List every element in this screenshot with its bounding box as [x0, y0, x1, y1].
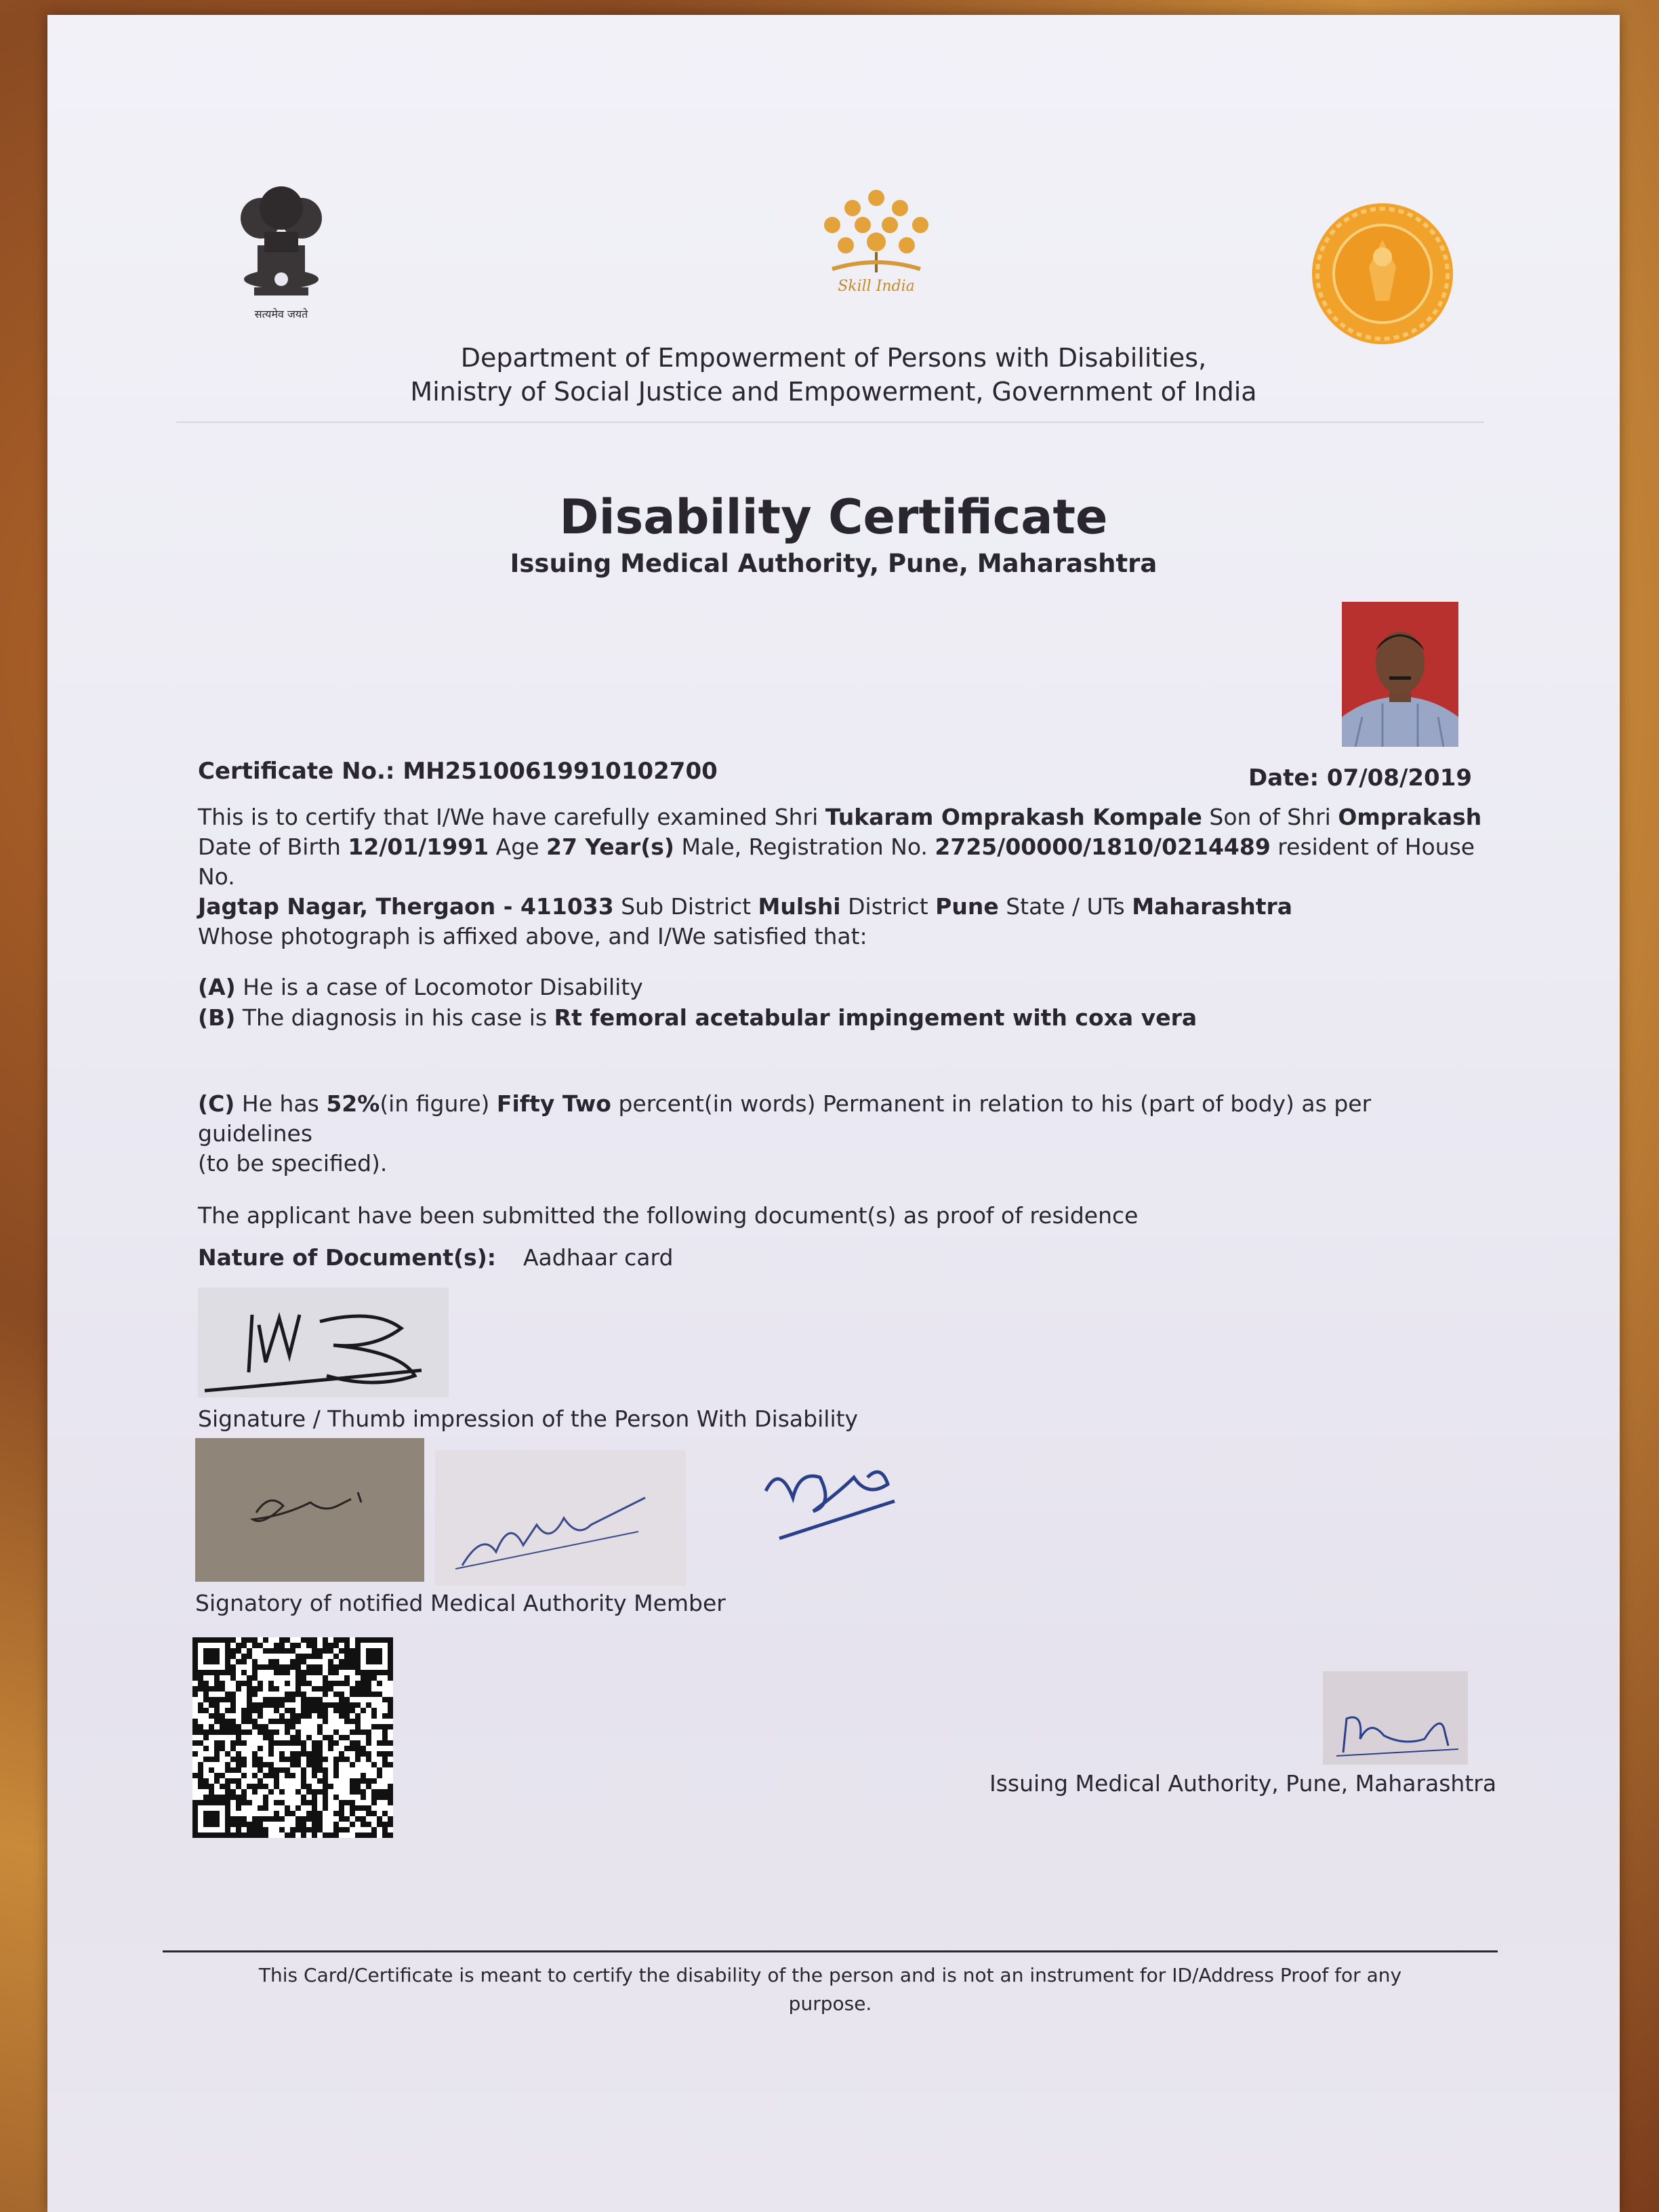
nature-value: Aadhaar card [523, 1244, 674, 1271]
item-b [198, 1004, 1197, 1031]
medical-member-signature-2 [435, 1450, 686, 1586]
skill-india-logo [805, 184, 947, 306]
father-name: Omprakash [1338, 804, 1482, 830]
person-signature-caption: Signature / Thumb impression of the Person With Disability [198, 1406, 859, 1432]
certificate-date-label: Date: [1248, 764, 1319, 792]
authority-caption: Issuing Medical Authority, Pune, Maharashtra [989, 1770, 1497, 1797]
item-c [198, 1089, 1486, 1179]
qr-code [192, 1637, 393, 1838]
body-text: Sub District [613, 893, 758, 920]
item-c-text: He has [234, 1090, 327, 1117]
date-of-birth: 12/01/1991 [348, 834, 489, 860]
body-text: Age [489, 834, 546, 860]
footer-divider [163, 1950, 1498, 1952]
person-signature [198, 1288, 449, 1397]
body-text: Male, Registration No. [674, 834, 935, 860]
ministry-name: Ministry of Social Justice and Empowerment, Government of India [410, 377, 1257, 407]
item-b-text: The diagnosis in his case is [235, 1004, 554, 1031]
page-subtitle: Issuing Medical Authority, Pune, Maharashtra [510, 549, 1158, 578]
age: 27 Year(s) [546, 834, 675, 860]
sub-district: Mulshi [758, 893, 841, 920]
item-c-text: percent(in words) Permanent in relation to his (part of body) as per guidelines [198, 1090, 1372, 1147]
nature-label: Nature of Document(s): [198, 1244, 496, 1271]
item-a-label: (A) [198, 974, 236, 1000]
footer-disclaimer [203, 1961, 1457, 2018]
state: Maharashtra [1132, 893, 1293, 920]
certification-paragraph [198, 802, 1486, 951]
certificate-number [198, 758, 718, 785]
department-name: Department of Empowerment of Persons with Disabilities, [460, 343, 1207, 373]
nature-of-documents [198, 1244, 673, 1271]
page-title: Disability Certificate [559, 489, 1108, 545]
body-text: Whose photograph is affixed above, and I/We satisfied that: [198, 923, 867, 949]
applicant-name: Tukaram Omprakash Kompale [825, 804, 1202, 830]
body-text: State / UTs [998, 893, 1132, 920]
body-text: Date of Birth [198, 834, 348, 860]
district: Pune [935, 893, 999, 920]
proof-statement: The applicant have been submitted the following document(s) as proof of residence [198, 1202, 1139, 1229]
disability-percent: 52% [326, 1090, 380, 1117]
authority-signature [1323, 1671, 1468, 1765]
item-c-label: (C) [198, 1090, 235, 1117]
medical-member-signature-3 [752, 1437, 915, 1559]
item-b-label: (B) [198, 1004, 236, 1031]
certificate-number-value: MH25100619910102700 [403, 758, 718, 785]
body-text: resident of House No. [198, 834, 1475, 890]
certificate-sheet [47, 15, 1620, 2212]
medical-signature-caption: Signatory of notified Medical Authority Member [195, 1590, 726, 1616]
footer-line-1: This Card/Certificate is meant to certify the disability of the person and is not an instrument for ID/Address Proof for any [258, 1964, 1402, 1986]
item-a [198, 974, 643, 1000]
body-text: This is to certify that I/We have carefully examined Shri [198, 804, 825, 830]
item-c-text: (in figure) [380, 1090, 497, 1117]
header-divider [176, 422, 1484, 423]
item-c-text: (to be specified). [198, 1150, 388, 1176]
item-a-text: He is a case of Locomotor Disability [235, 974, 643, 1000]
national-emblem-icon [230, 171, 332, 327]
applicant-photo [1342, 602, 1458, 747]
medical-member-signature-1 [195, 1438, 424, 1582]
maharashtra-seal-icon [1308, 199, 1457, 348]
emblem-motto: सत्यमेव जयते [254, 308, 308, 321]
diagnosis: Rt femoral acetabular impingement with coxa vera [554, 1004, 1197, 1031]
skill-logo-text: Skill India [838, 278, 915, 295]
footer-line-2: purpose. [788, 1992, 872, 2015]
certificate-date [1248, 764, 1472, 792]
address: Jagtap Nagar, Thergaon - 411033 [198, 893, 614, 920]
registration-number: 2725/00000/1810/0214489 [935, 834, 1271, 860]
disability-percent-words: Fifty Two [496, 1090, 611, 1117]
certificate-number-label: Certificate No.: [198, 758, 395, 785]
body-text: Son of Shri [1202, 804, 1338, 830]
body-text: District [840, 893, 936, 920]
certificate-date-value: 07/08/2019 [1326, 764, 1473, 792]
